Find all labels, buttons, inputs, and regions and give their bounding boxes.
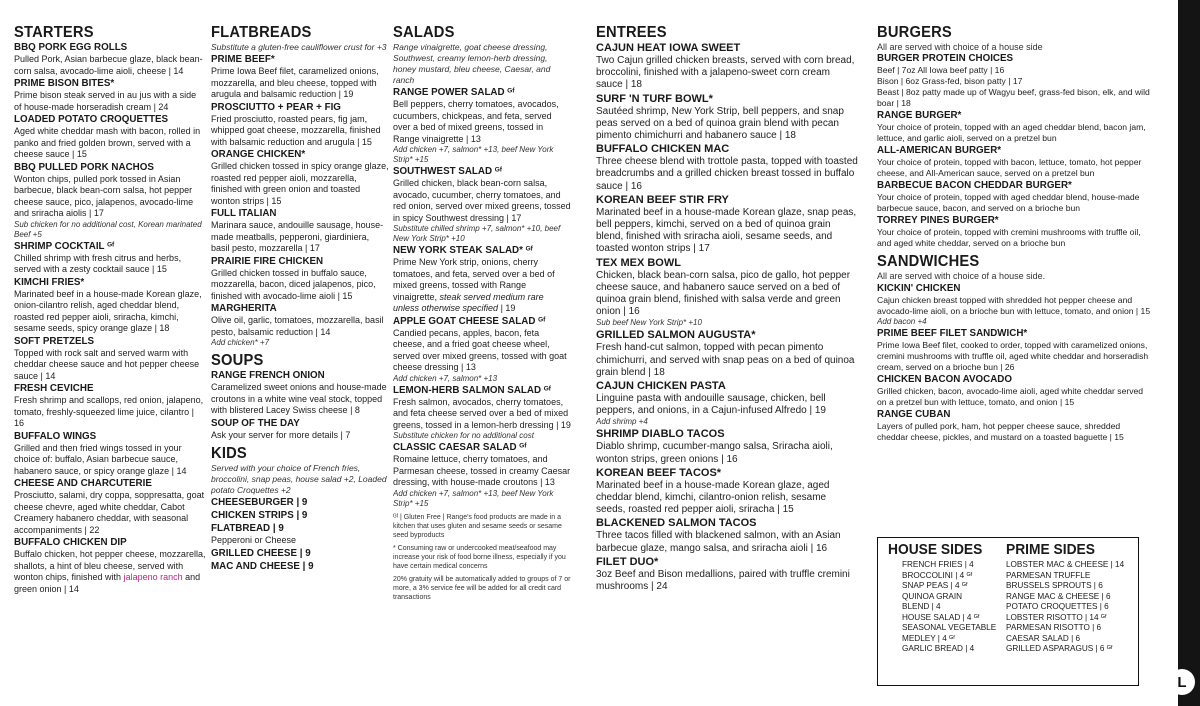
menu-item-description	[211, 220, 389, 255]
menu-item-name: BBQ PULLED PORK NACHOS	[14, 161, 154, 173]
menu-item	[14, 241, 206, 276]
menu-item-description	[14, 443, 206, 478]
menu-item-name: GRILLED SALMON AUGUSTA*	[596, 329, 756, 342]
menu-item-name: PRAIRIE FIRE CHICKEN	[211, 255, 324, 267]
menu-item	[596, 329, 858, 379]
description-text: Grilled chicken tossed in spicy orange glaze, roasted red pepper aioli, mozzarella, finished with green onion and toasted wonton strips | 15	[211, 161, 389, 206]
menu-item-name: SHRIMP COCKTAIL ᴳᶠ	[14, 240, 115, 252]
menu-item-description	[596, 441, 858, 465]
description-tail: and green onion | 14	[14, 572, 201, 594]
prime-side-item: LOBSTER RISOTTO | 14 ᴳᶠ	[1006, 612, 1107, 622]
menu-item-addon: Add shrimp +4	[596, 417, 648, 427]
menu-item-name: CHEESEBURGER | 9	[211, 497, 308, 508]
menu-item	[211, 303, 389, 348]
menu-item-name: CLASSIC CAESAR SALAD ᴳᶠ	[393, 442, 527, 453]
gratuity-note: 20% gratuity will be automatically added to groups of 7 or more, a 3% service fee will be added for all credit card transactions	[393, 575, 571, 601]
menu-item-name: BARBECUE BACON CHEDDAR BURGER*	[877, 180, 1072, 191]
description-text: Grilled chicken tossed in buffalo sauce, mozzarella, bacon, diced jalapenos, pico, finished with avocado-lime aioli | 15	[211, 267, 376, 301]
description-text: Prime Iowa Beef filet, cooked to order, topped with caramelized onions, cremini mushrooms with truffle oil, aged white cheddar and horseradish cream, served on a brioche bun | 26	[877, 340, 1149, 372]
description-text: Your choice of protein, topped with bacon, lettuce, tomato, hot pepper cheese, and All-American sauce, served on a pretzel bun	[877, 157, 1142, 178]
description-text: Linguine pasta with andouille sausage, chicken, bell peppers, and onions, in a Cajun-infused Alfredo | 19	[596, 393, 826, 417]
menu-item	[14, 336, 206, 383]
menu-item	[596, 194, 858, 256]
menu-item-description	[877, 122, 1152, 144]
menu-item-description	[393, 99, 571, 145]
menu-item-name: BBQ PORK EGG ROLLS	[14, 42, 128, 53]
description-text: Wonton chips, pulled pork tossed in Asian barbecue, black bean-corn salsa, hot pepper cheese sauce, pico, jalapenos, avocado-lime and sriracha aiolis | 17	[14, 173, 194, 218]
menu-item-name: SOFT PRETZELS	[14, 335, 95, 347]
menu-item-description	[596, 569, 858, 593]
menu-item	[393, 87, 571, 165]
description-text: Fresh hand-cut salmon, topped with pecan pimento chimichurri, and served with snap peas on a bed of quinoa grain blend | 18	[596, 342, 855, 378]
menu-item-description	[596, 480, 858, 517]
menu-item	[211, 523, 389, 547]
menu-item	[596, 380, 858, 427]
house-side-item: QUINOA GRAIN	[902, 591, 963, 601]
menu-item-description	[877, 340, 1152, 373]
description-text: Ask your server for more details | 7	[211, 429, 351, 440]
menu-item-description	[14, 289, 206, 335]
highlight-text: jalapeno ranch	[123, 572, 183, 582]
menu-item-addon: Add bacon +4	[877, 317, 927, 326]
menu-item	[393, 166, 571, 244]
entrees-title: ENTREES	[596, 24, 667, 41]
description-text: Pepperoni or Cheese	[211, 535, 297, 545]
menu-item	[14, 478, 206, 536]
description-text: Pulled Pork, Asian barbecue glaze, black bean-corn salsa, avocado-lime aioli, cheese | 14	[14, 54, 203, 76]
description-text: Topped with rock salt and served warm with cheddar cheese sauce and hot pepper cheese sauce | 14	[14, 347, 200, 381]
menu-item-description	[393, 178, 571, 224]
description-text: Romaine lettuce, cherry tomatoes, and Parmesan cheese, tossed in creamy Caesar dressing, with house-made croutons | 13	[393, 454, 571, 487]
menu-item-addon: Add chicken +7, salmon* +13	[393, 373, 498, 383]
menu-item-name: CAJUN CHICKEN PASTA	[596, 380, 726, 393]
menu-item-description	[14, 348, 206, 383]
description-text: Prime Iowa Beef filet, caramelized onions, mozzarella, and bleu cheese, topped with arugula and balsamic reduction | 19	[211, 66, 379, 99]
menu-item-name: BLACKENED SALMON TACOS	[596, 517, 757, 530]
menu-item-name: MAC AND CHEESE | 9	[211, 560, 314, 572]
menu-item-addon: Add chicken +7, salmon* +13, beef New York Strip* +15	[393, 488, 554, 508]
menu-item-description	[877, 192, 1152, 214]
menu-item-addon: Sub chicken for no additional cost, Korean marinated Beef +5	[14, 219, 202, 239]
menu-item-name: BUFFALO CHICKEN MAC	[596, 143, 730, 156]
menu-item	[393, 316, 571, 384]
house-side-item: BLEND | 4	[902, 602, 941, 611]
starters-list	[14, 42, 206, 595]
menu-item-name: PRIME BISON BITES*	[14, 78, 115, 89]
description-text: Grilled chicken, bacon, avocado-lime aioli, aged white cheddar served on a pretzel bun with lettuce, tomato, and onion | 15	[877, 386, 1144, 407]
burgers-title: BURGERS	[877, 24, 952, 41]
description-tail: | 19	[500, 303, 516, 313]
menu-item-description	[14, 395, 206, 430]
sandwiches-list	[877, 283, 1152, 443]
menu-item-name: TEX MEX BOWL	[596, 256, 681, 269]
description-text: Prime New York strip, onions, cherry tomatoes, and feta, served over a bed of mixed greens, tossed with Range vinaigrette,	[393, 257, 555, 302]
menu-item-name: SHRIMP DIABLO TACOS	[596, 428, 725, 441]
menu-item-addon: Add chicken +7, salmon* +13, beef New York Strip* +15	[393, 145, 554, 164]
menu-item	[877, 215, 1152, 249]
page-letter-badge: L	[1169, 669, 1195, 695]
description-text: Sautéed shrimp, New York Strip, bell peppers, and snap peas served on a bed of quinoa grain blend with pecan pimento chimichurri and habanero sauce | 18	[596, 105, 844, 142]
menu-item	[877, 110, 1152, 144]
menu-item-name: PRIME BEEF FILET SANDWICH*	[877, 328, 1028, 339]
menu-item-name: LEMON-HERB SALMON SALAD ᴳᶠ	[393, 384, 552, 396]
description-text: Diablo shrimp, cucumber-mango salsa, Sriracha aioli, wonton strips, green onions | 16	[596, 441, 833, 465]
menu-item-name: KOREAN BEEF STIR FRY	[596, 193, 729, 206]
menu-item-description	[877, 421, 1152, 443]
menu-item-name: FLATBREAD | 9	[211, 523, 284, 534]
kids-title: KIDS	[211, 445, 247, 462]
burgers-note: All are served with choice of a house side	[877, 42, 1043, 52]
menu-item-description	[877, 386, 1152, 408]
description-text: Marinated beef in a house-made Korean glaze, aged cheddar blend, kimchi, cilantro-onion relish, sesame seeds, roasted red pepper aioli, sriracha | 15	[596, 479, 830, 516]
prime-side-item: GRILLED ASPARAGUS | 6 ᴳᶠ	[1006, 644, 1113, 653]
description-text: Layers of pulled pork, ham, hot pepper cheese sauce, shredded cheddar cheese, pickles, and mustard on a toasted baguette | 15	[877, 421, 1124, 442]
prime-sides	[1006, 542, 1136, 655]
menu-item	[596, 257, 858, 329]
protein-choice: Bison | 6oz Grass-fed, bison patty | 17	[877, 76, 1023, 86]
starters-title: STARTERS	[14, 24, 94, 41]
menu-item-description	[211, 535, 389, 547]
menu-item-description	[14, 549, 206, 595]
menu-item-name: NEW YORK STEAK SALAD* ᴳᶠ	[393, 245, 533, 256]
menu-item	[877, 374, 1152, 408]
menu-item-name: TORREY PINES BURGER*	[877, 215, 999, 226]
menu-item-name: CHICKEN BACON AVOCADO	[877, 374, 1012, 385]
menu-item-description	[393, 257, 571, 315]
menu-item-description	[14, 126, 206, 161]
flatbreads-note: Substitute a gluten-free cauliflower crust for +3	[211, 42, 387, 52]
menu-item	[877, 328, 1152, 373]
menu-item-description	[596, 342, 858, 379]
menu-item	[596, 143, 858, 193]
menu-item-name: KOREAN BEEF TACOS*	[596, 466, 722, 479]
description-text: Fresh salmon, avocados, cherry tomatoes, and feta cheese served over a bed of mixed greens, tossed in a lemon-herb dressing | 19	[393, 396, 571, 430]
menu-item-description	[211, 114, 389, 149]
menu-item	[393, 245, 571, 315]
menu-item-name: SURF 'N TURF BOWL*	[596, 92, 713, 105]
menu-item-description	[596, 55, 858, 92]
house-sides	[888, 542, 1004, 655]
description-text: Buffalo chicken, hot pepper cheese, mozzarella, shallots, a hint of bleu cheese, served with wonton chips, finished with	[14, 549, 206, 582]
soups-title: SOUPS	[211, 352, 264, 369]
menu-item	[14, 431, 206, 478]
description-text: Three tacos filled with blackened salmon, with an Asian barbecue glaze, mango salsa, and sriracha aioli | 16	[596, 530, 841, 554]
menu-item	[211, 497, 389, 509]
house-side-item: HOUSE SALAD | 4 ᴳᶠ	[902, 612, 980, 622]
description-text: Your choice of protein, topped with cremini mushrooms with truffle oil, and aged white cheddar, served on a brioche bun	[877, 227, 1141, 248]
menu-item	[14, 537, 206, 595]
starters-column	[14, 24, 206, 595]
menu-item	[877, 145, 1152, 179]
prime-side-item: CAESAR SALAD | 6	[1006, 633, 1081, 643]
menu-item-description	[877, 295, 1152, 317]
prime-side-item: BRUSSELS SPROUTS | 6	[1006, 581, 1103, 590]
soups-list	[211, 370, 389, 441]
menu-item	[393, 442, 571, 509]
menu-item	[14, 277, 206, 335]
description-text: Your choice of protein, topped with an aged cheddar blend, bacon jam, lettuce, and garlic aioli, served on a pretzel bun	[877, 122, 1146, 143]
flatbreads-list	[211, 54, 389, 348]
description-text: Grilled and then fried wings tossed in your choice of: buffalo, Asian barbecue sauce, habanero sauce, or spicy orange glaze | 14	[14, 442, 187, 476]
menu-item-description	[211, 382, 389, 417]
salads-column	[393, 24, 571, 602]
menu-item-addon: Substitute chilled shrimp +7, salmon* +10, beef New York Strip* +10	[393, 224, 561, 243]
description-text: Marinated beef in a house-made Korean glaze, onion-cilantro relish, aged cheddar blend, roasted red pepper aioli, sriracha, kimchi, sesame seeds, spicy orange glaze | 18	[14, 288, 202, 333]
raw-food-warning: * Consuming raw or undercooked meat/seafood may increase your risk of food borne illness, especially if you have certain medical concerns	[393, 544, 566, 570]
menu-item-description	[14, 54, 206, 77]
menu-item	[211, 208, 389, 255]
sides-box	[877, 537, 1139, 686]
menu-item-description	[596, 106, 858, 143]
menu-item	[211, 149, 389, 207]
menu-item-description	[14, 174, 206, 220]
menu-item	[596, 42, 858, 92]
description-text: Grilled chicken, black bean-corn salsa, avocado, cucumber, cherry tomatoes, and red onion, served over mixed greens, tossed in spicy Southwest dressing | 17	[393, 178, 571, 223]
house-side-item: SNAP PEAS | 4 ᴳᶠ	[902, 581, 968, 590]
menu-item-addon: Add chicken* +7	[211, 338, 270, 347]
prime-side-item: PARMESAN TRUFFLE	[1006, 570, 1091, 580]
menu-item-name: RANGE BURGER*	[877, 110, 962, 121]
menu-item-description	[393, 454, 571, 489]
menu-item	[14, 114, 206, 161]
menu-item-name: FRESH CEVICHE	[14, 383, 94, 394]
description-text: Chicken, black bean-corn salsa, pico de gallo, hot pepper cheese sauce, and habanero sauce served on a bed of quinoa grain blend, finished with salsa verde and green onion | 16	[596, 269, 851, 318]
menu-item-name: PROSCIUTTO + PEAR + FIG	[211, 101, 341, 113]
menu-item-name: SOUTHWEST SALAD ᴳᶠ	[393, 166, 503, 177]
description-text: Chilled shrimp with fresh citrus and herbs, served with a zesty cocktail sauce | 15	[14, 252, 182, 274]
description-text: Prime bison steak served in au jus with a side of house-made horseradish cream | 24	[14, 90, 197, 112]
menu-item-name: CHEESE AND CHARCUTERIE	[14, 478, 152, 489]
menu-item-description	[877, 157, 1152, 179]
description-text: Marinara sauce, andouille sausage, house-made meatballs, pepperoni, giardiniera, basil pesto, mozzarella | 17	[211, 220, 384, 253]
description-text: Three cheese blend with trottole pasta, topped with toasted breadcrumbs and a grilled chicken breast tossed in buffalo sauce | 16	[596, 156, 858, 192]
menu-item-name: PRIME BEEF*	[211, 54, 275, 65]
menu-item-description	[596, 207, 858, 256]
menu-item	[211, 510, 389, 522]
menu-item-name: GRILLED CHEESE | 9	[211, 547, 311, 559]
description-text: Aged white cheddar mash with bacon, rolled in panko and fried golden brown, served with a cheese sauce | 15	[14, 126, 201, 159]
menu-item-description	[596, 270, 858, 319]
description-text: Your choice of protein, topped with aged cheddar blend, house-made barbecue sauce, bacon, and served on a brioche bun	[877, 192, 1140, 213]
menu-item-name: RANGE FRENCH ONION	[211, 370, 325, 381]
menu-item-description	[596, 393, 858, 417]
menu-item	[596, 428, 858, 465]
menu-item-name: LOADED POTATO CROQUETTES	[14, 114, 169, 125]
sandwiches-title: SANDWICHES	[877, 253, 980, 270]
menu-item	[211, 418, 389, 442]
menu-item-name: RANGE POWER SALAD ᴳᶠ	[393, 87, 515, 98]
house-side-item: BROCCOLINI | 4 ᴳᶠ	[902, 570, 973, 580]
salads-title: SALADS	[393, 24, 455, 41]
menu-item-addon: Sub beef New York Strip* +10	[596, 318, 702, 328]
protein-choices-title: BURGER PROTEIN CHOICES	[877, 53, 1014, 64]
protein-choice: Beast | 8oz patty made up of Wagyu beef, grass-fed bison, elk, and wild boar | 18	[877, 87, 1150, 108]
gluten-free-note: ᴳᶠ | Gluten Free | Range's food products are made in a kitchen that uses gluten and sesame seeds or sesame seed byproducts	[393, 513, 562, 539]
menu-item	[211, 370, 389, 417]
description-text: 3oz Beef and Bison medallions, paired with truffle cremini mushrooms | 24	[596, 568, 850, 593]
salads-list	[393, 87, 571, 509]
menu-item-description	[211, 430, 389, 442]
menu-item-name: CHICKEN STRIPS | 9	[211, 510, 308, 521]
menu-item-name: KICKIN' CHICKEN	[877, 283, 961, 294]
burgers-column	[877, 24, 1152, 443]
menu-item	[14, 42, 206, 77]
menu-item-name: APPLE GOAT CHEESE SALAD ᴳᶠ	[393, 315, 546, 327]
menu-item-description	[14, 90, 206, 113]
menu-item-description	[211, 161, 389, 207]
prime-side-item: POTATO CROQUETTES | 6	[1006, 602, 1109, 611]
menu-item-description	[14, 253, 206, 276]
description-text: Olive oil, garlic, tomatoes, mozzarella, basil pesto, balsamic reduction | 14	[211, 315, 384, 337]
menu-item	[211, 548, 389, 560]
entrees-list	[596, 42, 858, 593]
menu-item	[596, 93, 858, 143]
menu-item	[14, 162, 206, 240]
menu-item	[211, 256, 389, 303]
menu-item	[596, 517, 858, 554]
protein-choices-list	[877, 65, 1152, 109]
burgers-list	[877, 110, 1152, 249]
menu-item-addon: Substitute chicken for no additional cost	[393, 431, 534, 440]
description-text: Two Cajun grilled chicken breasts, served with corn bread, broccolini, finished with a jalapeno-sweet corn cream sauce | 18	[596, 55, 855, 91]
menu-item-description	[211, 66, 389, 101]
flatbreads-column	[211, 24, 389, 573]
menu-item	[14, 383, 206, 430]
italic-text: steak served medium rare unless otherwise specified	[393, 291, 544, 313]
menu-item-description	[596, 156, 858, 193]
sandwiches-note: All are served with choice of a house side.	[877, 271, 1046, 281]
house-side-item: GARLIC BREAD | 4	[902, 644, 975, 653]
flatbreads-title: FLATBREADS	[211, 24, 312, 41]
menu-item	[393, 385, 571, 442]
menu-item-name: RANGE CUBAN	[877, 409, 951, 420]
prime-side-item: RANGE MAC & CHEESE | 6	[1006, 591, 1111, 601]
description-text: Caramelized sweet onions and house-made croutons in a white wine veal stock, topped with blistered Lacey Swiss cheese | 8	[211, 382, 387, 415]
menu-item	[877, 180, 1152, 214]
menu-item-description	[211, 315, 389, 338]
menu-item	[211, 102, 389, 149]
prime-sides-list	[1006, 560, 1136, 655]
kids-list	[211, 497, 389, 573]
menu-item-description	[393, 397, 571, 432]
menu-item-name: ALL-AMERICAN BURGER*	[877, 145, 1002, 156]
menu-item-description	[596, 530, 858, 554]
description-text: Fried prosciutto, roasted pears, fig jam, whipped goat cheese, mozzarella, finished with balsamic reduction and arugula | 15	[211, 113, 381, 147]
menu-item-name: MARGHERITA	[211, 303, 277, 314]
page-edge-tab	[1178, 0, 1200, 706]
menu-item-name: ORANGE CHICKEN*	[211, 149, 306, 160]
description-text: Bell peppers, cherry tomatoes, avocados, cucumbers, chickpeas, and feta, served over a bed of mixed greens, tossed in Range vinaigrette | 13	[393, 99, 559, 144]
protein-choice: Beef | 7oz All Iowa beef patty | 16	[877, 65, 1005, 75]
menu-item-name: KIMCHI FRIES*	[14, 276, 85, 288]
description-text: Fresh shrimp and scallops, red onion, jalapeno, tomato, freshly-squeezed lime juice, cilantro | 16	[14, 395, 204, 428]
prime-side-item: LOBSTER MAC & CHEESE | 14	[1006, 560, 1125, 569]
prime-side-item: PARMESAN RISOTTO | 6	[1006, 623, 1102, 632]
menu-item-name: BUFFALO WINGS	[14, 430, 97, 442]
house-side-item: MEDLEY | 4 ᴳᶠ	[902, 633, 955, 643]
menu-item-name: SOUP OF THE DAY	[211, 417, 300, 429]
salads-note: Range vinaigrette, goat cheese dressing, Southwest, creamy lemon-herb dressing, honey mustard, bleu cheese, Caesar, and ranch	[393, 42, 551, 85]
menu-item	[877, 409, 1152, 443]
house-side-item: FRENCH FRIES | 4	[902, 560, 974, 569]
menu-item-description	[211, 268, 389, 303]
menu-item-description	[14, 490, 206, 536]
description-text: Candied pecans, apples, bacon, feta cheese, and a fried goat cheese wheel, served over mixed greens, tossed with goat cheese dressing | 13	[393, 327, 567, 372]
menu-item	[877, 283, 1152, 327]
menu-item-description	[877, 227, 1152, 249]
description-text: Marinated beef in a house-made Korean glaze, snap peas, bell peppers, kimchi, served on a bed of quinoa grain blend, finished with sriracha aioli, sesame seeds, and toasted wonton strips | 17	[596, 206, 857, 255]
prime-sides-title: PRIME SIDES	[1006, 541, 1095, 558]
description-text: Prosciutto, salami, dry coppa, soppresatta, goat cheese chevre, aged white cheddar, Cabot Creamery habanero cheddar, with seasonal accompaniments | 22	[14, 490, 205, 535]
menu-item-description	[393, 328, 571, 374]
menu-item	[211, 561, 389, 573]
menu-item	[14, 78, 206, 113]
menu-item-name: FULL ITALIAN	[211, 208, 277, 219]
house-sides-list	[888, 560, 1004, 655]
menu-item	[596, 556, 858, 593]
menu-item-name: BUFFALO CHICKEN DIP	[14, 537, 127, 548]
description-text: Cajun chicken breast topped with shredded hot pepper cheese and avocado-lime aioli, on a brioche bun with lettuce, tomato, and onion | 15	[877, 295, 1151, 316]
house-side-item: SEASONAL VEGETABLE	[902, 623, 997, 632]
menu-item-name: CAJUN HEAT IOWA SWEET	[596, 42, 741, 54]
entrees-column	[596, 24, 858, 593]
kids-note: Served with your choice of French fries, broccolini, snap peas, house salad +2, Loaded potato Croquettes +2	[211, 463, 387, 495]
menu-item	[211, 54, 389, 101]
menu-item	[596, 467, 858, 517]
house-sides-title: HOUSE SIDES	[888, 541, 983, 558]
menu-item-name: FILET DUO*	[596, 555, 659, 568]
